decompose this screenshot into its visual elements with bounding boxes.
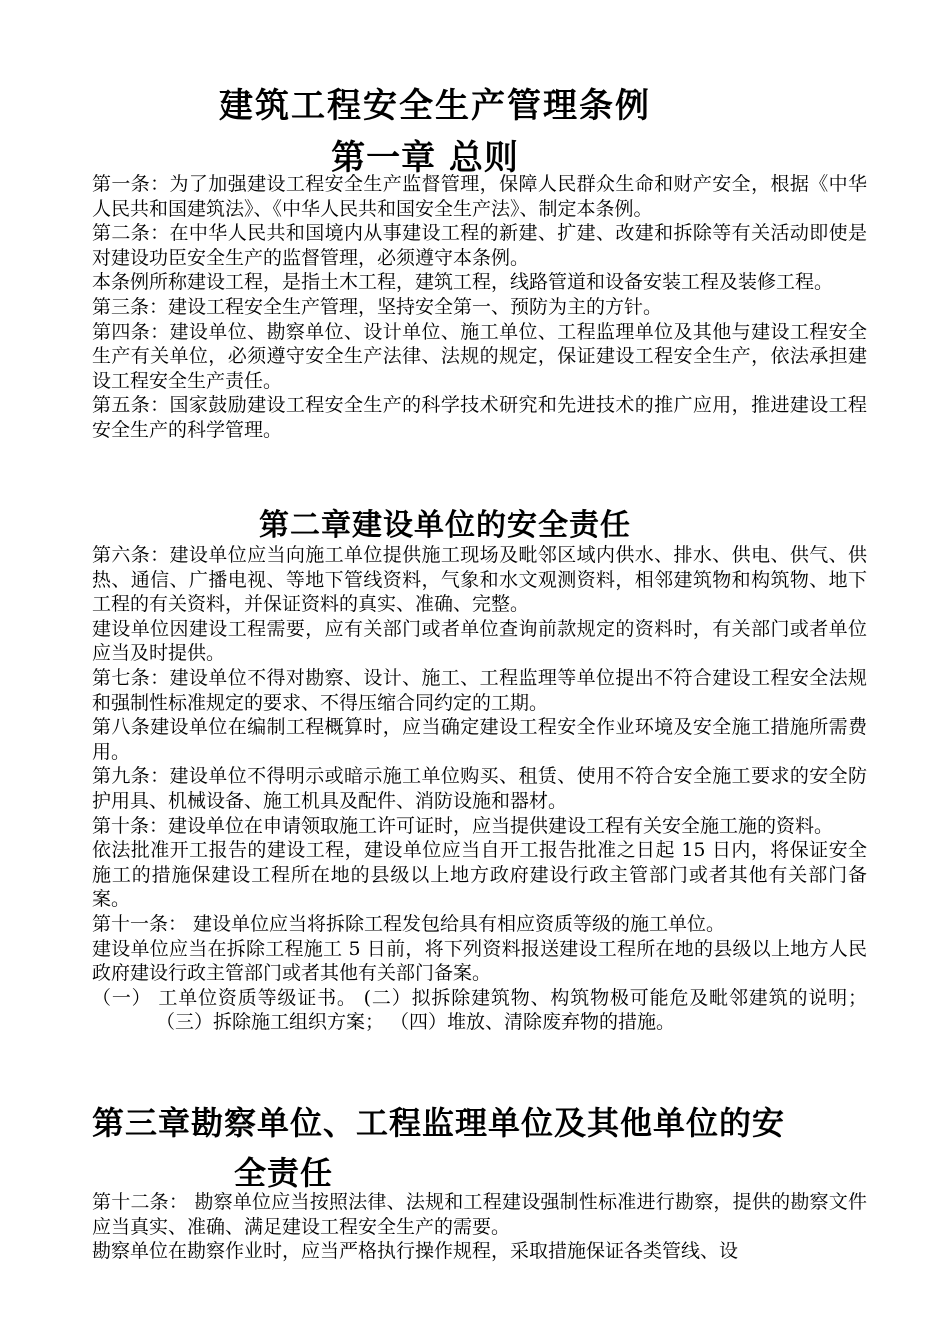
article-12-clause: 勘察单位在勘察作业时，应当严格执行操作规程，采取措施保证各类管线、设	[92, 1240, 739, 1263]
article-11: 第十一条： 建设单位应当将拆除工程发包给具有相应资质等级的施工单位。	[92, 912, 726, 935]
article-2: 第二条：在中华人民共和国境内从事建设工程的新建、扩建、改建和拆除等有关活动即使是对建设功臣安全生产的监督管理，必须遵守本条例。	[92, 222, 867, 269]
document-title: 建筑工程安全生产管理条例	[219, 86, 651, 126]
article-9: 第九条：建设单位不得明示或暗示施工单位购买、租赁、使用不符合安全施工要求的安全防护用具、机械设备、施工机具及配件、消防设施和器材。	[92, 765, 867, 812]
article-10-clause: 依法批准开工报告的建设工程，建设单位应当自开工报告批准之日起 15 日内，将保证安全施工的措施保建设工程所在地的县级以上地方政府建设行政主管部门或者其他有关部门备案。	[92, 839, 867, 911]
chapter-3-heading-line1: 第三章勘察单位、工程监理单位及其他单位的安	[92, 1104, 786, 1142]
materials-list: （一） 工单位资质等级证书。 (二）拟拆除建筑物、构筑物极可能危及毗邻建筑的说明； （三）拆除施工组织方案； （四）堆放、清除废弃物的措施。	[92, 986, 867, 1034]
article-6: 第六条：建设单位应当向施工单位提供施工现场及毗邻区域内供水、排水、供电、供气、供热、通信、广播电视、等地下管线资料，气象和水文观测资料，相邻建筑物和构筑物、地下工程的有关资料，并保证资料的真实、准确、完整。	[92, 544, 867, 616]
article-12: 第十二条： 勘察单位应当按照法律、法规和工程建设强制性标准进行勘察，提供的勘察文件应当真实、准确、满足建设工程安全生产的需要。	[92, 1191, 867, 1238]
definition-paragraph: 本条例所称建设工程，是指土木工程，建筑工程，线路管道和设备安装工程及装修工程。	[92, 271, 834, 294]
article-5: 第五条：国家鼓励建设工程安全生产的科学技术研究和先进技术的推广应用，推进建设工程安全生产的科学管理。	[92, 394, 867, 441]
article-11-clause: 建设单位应当在拆除工程施工 5 日前，将下列资料报送建设工程所在地的县级以上地方人民政府建设行政主管部门或者其他有关部门备案。	[92, 937, 867, 985]
chapter-3-heading	[92, 1098, 882, 1198]
article-4: 第四条：建设单位、勘察单位、设计单位、施工单位、工程监理单位及其他与建设工程安全生产有关单位，必须遵守安全生产法律、法规的规定，保证建设工程安全生产，依法承担建设工程安全生产责任。	[92, 320, 867, 392]
article-3: 第三条：建设工程安全生产管理，坚持安全第一、预防为主的方针。	[92, 295, 663, 318]
chapter-3-heading-line2: 全责任	[234, 1154, 334, 1192]
chapter-1-heading: 第一章 总则	[331, 138, 519, 178]
article-8: 第八条建设单位在编制工程概算时，应当确定建设工程安全作业环境及安全施工措施所需费用。	[92, 716, 867, 763]
chapter-2-body	[92, 543, 867, 1035]
article-10: 第十条：建设单位在申请领取施工许可证时，应当提供建设工程有关安全施工施的资料。	[92, 814, 834, 837]
article-6-clause: 建设单位因建设工程需要，应有关部门或者单位查询前款规定的资料时，有关部门或者单位应当及时提供。	[92, 617, 867, 665]
chapter-1-body	[92, 172, 867, 443]
chapter-3-body	[92, 1190, 867, 1264]
article-7: 第七条：建设单位不得对勘察、设计、施工、工程监理等单位提出不符合建设工程安全法规和强制性标准规定的要求、不得压缩合同约定的工期。	[92, 666, 867, 714]
chapter-2-heading: 第二章建设单位的安全责任	[259, 508, 631, 543]
article-1: 第一条：为了加强建设工程安全生产监督管理，保障人民群众生命和财产安全，根据《中华人民共和国建筑法》、《中华人民共和国安全生产法》、制定本条例。	[92, 173, 867, 220]
